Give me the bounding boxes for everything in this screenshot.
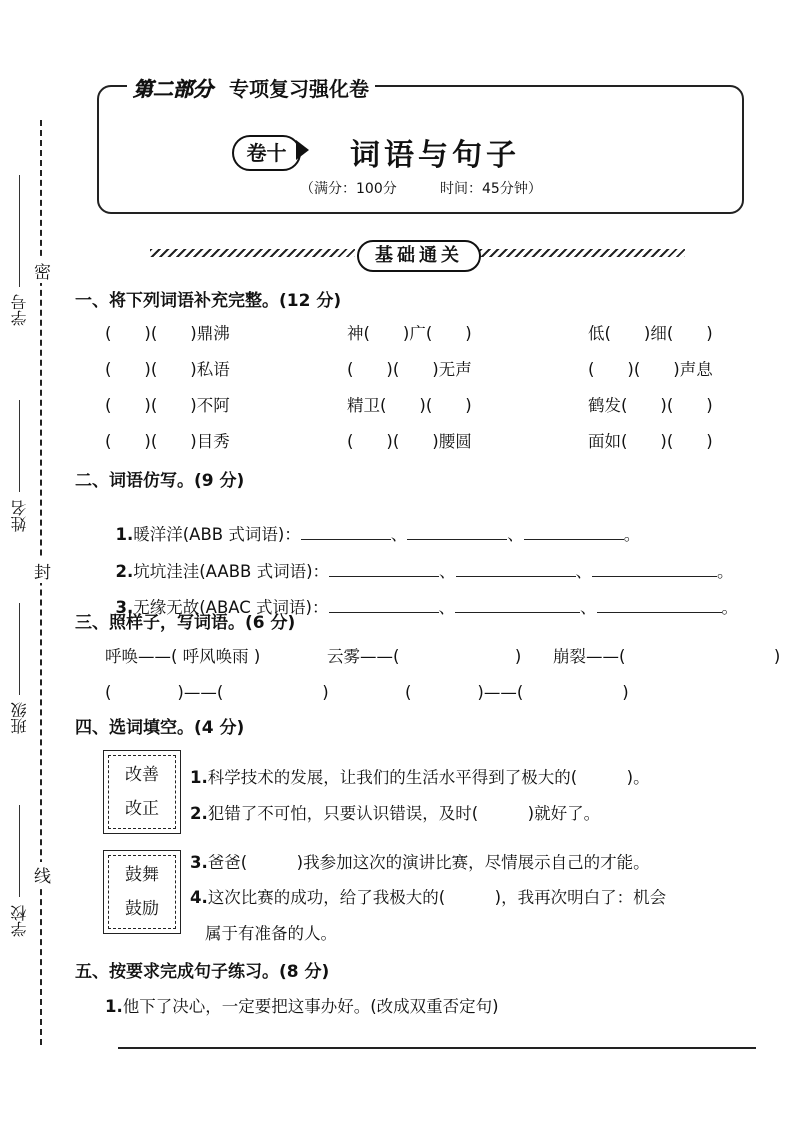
q4-item-3: [190, 849, 650, 873]
question-5-title: 五、按要求完成句子练习。(8 分): [75, 962, 330, 982]
answer-blank[interactable]: [301, 523, 391, 540]
q4-item-4: [190, 884, 666, 908]
answer-blank[interactable]: [407, 523, 507, 540]
q1-cell: 鹤发( )( ): [588, 396, 713, 415]
answer-blank[interactable]: [455, 596, 580, 613]
separator: 、: [439, 562, 456, 581]
item-number: 2.: [190, 804, 208, 823]
q1-cell: 精卫( )( ): [347, 396, 472, 415]
name-line: [19, 400, 20, 492]
item-number: 1.: [105, 997, 123, 1016]
item-text: 无缘无故(ABAC 式词语)：: [133, 598, 329, 617]
part-subtitle: 专项复习强化卷: [229, 77, 369, 101]
word-option: 改善: [125, 765, 159, 785]
school-line: [19, 805, 20, 897]
volume-arrow-icon: [296, 140, 309, 160]
q1-cell: ( )( )私语: [105, 360, 230, 379]
word-option: 改正: [125, 799, 159, 819]
q3-item: 云雾——( ): [327, 647, 522, 666]
item-number: 2.: [115, 562, 134, 581]
question-3-title: 三、照样子，写词语。(6 分): [75, 613, 296, 633]
q3-item: 崩裂——( ): [553, 647, 781, 666]
q1-cell: 神( )广( ): [347, 324, 472, 343]
item-text: 暖洋洋(ABB 式词语)：: [133, 525, 301, 544]
q3-item: ( )——( ): [405, 683, 629, 702]
time-info: 时间：45分钟）: [440, 181, 542, 197]
item-text: 犯错了不可怕，只要认识错误，及时( )就好了。: [207, 804, 601, 823]
separator: 、: [580, 598, 597, 617]
item-text: 科学技术的发展，让我们的生活水平得到了极大的( )。: [207, 768, 650, 787]
seal-char-feng: 封: [34, 558, 51, 583]
item-number: 1.: [115, 525, 134, 544]
item-number: 3.: [190, 853, 208, 872]
item-number: 1.: [190, 768, 208, 787]
answer-blank[interactable]: [524, 523, 624, 540]
q1-cell: ( )( )不阿: [105, 396, 230, 415]
separator: 、: [575, 562, 593, 581]
item-text: 坑坑洼洼(AABB 式词语)：: [133, 562, 330, 581]
answer-blank[interactable]: [597, 596, 722, 613]
word-choice-box-1: [103, 750, 181, 834]
banner-stripe-left: [150, 249, 355, 257]
q1-cell: 面如( )( ): [588, 432, 713, 451]
seal-char-xian: 线: [34, 862, 51, 887]
question-2-title: 二、词语仿写。(9 分): [75, 471, 245, 491]
section-badge: 基础通关: [357, 240, 481, 272]
end-mark: 。: [717, 562, 734, 581]
item-number: 3.: [115, 598, 134, 617]
question-4-title: 四、选词填空。(4 分): [75, 718, 245, 738]
part-banner: [127, 73, 375, 102]
q4-item-1: [190, 764, 650, 788]
q4-item-4-cont: 属于有准备的人。: [205, 924, 337, 943]
q1-cell: ( )( )目秀: [105, 432, 230, 451]
name-label: 姓名: [10, 500, 29, 532]
word-choice-box-2: [103, 850, 181, 934]
q4-item-2: [190, 800, 600, 824]
seal-char-mi: 密: [34, 258, 51, 283]
item-text: 这次比赛的成功，给了我极大的( )，我再次明白了：机会: [207, 888, 667, 907]
end-mark: 。: [623, 525, 641, 544]
separator: 、: [507, 525, 524, 544]
student-id-line: [19, 175, 20, 287]
class-line: [19, 603, 20, 695]
separator: 、: [390, 525, 408, 544]
q5-item-1: [105, 993, 499, 1017]
student-id-label: 学号: [10, 294, 29, 326]
q1-cell: ( )( )腰圆: [347, 432, 472, 451]
school-label: 学校: [10, 905, 29, 937]
class-label: 班级: [10, 702, 29, 734]
end-mark: 。: [721, 598, 738, 617]
q1-cell: ( )( )无声: [347, 360, 472, 379]
q3-item: ( )——( ): [105, 683, 329, 702]
word-option: 鼓励: [125, 899, 159, 919]
part-label: 第二部分: [133, 77, 213, 101]
question-1-title: 一、将下列词语补充完整。(12 分): [75, 291, 342, 311]
q1-cell: ( )( )声息: [588, 360, 713, 379]
word-option: 鼓舞: [125, 865, 159, 885]
q1-cell: 低( )细( ): [588, 324, 713, 343]
item-number: 4.: [190, 888, 208, 907]
separator: 、: [438, 598, 455, 617]
page-title: 词语与句子: [350, 138, 520, 173]
q1-cell: ( )( )鼎沸: [105, 324, 230, 343]
bottom-rule: [118, 1047, 756, 1049]
banner-stripe-right: [480, 249, 685, 257]
q3-example: 呼唤——( 呼风唤雨 ): [105, 647, 261, 666]
item-text: 爸爸( )我参加这次的演讲比赛，尽情展示自己的才能。: [207, 853, 650, 872]
volume-badge: 卷十: [232, 135, 301, 171]
score-info: （满分：100分: [300, 181, 397, 197]
answer-blank[interactable]: [329, 596, 439, 613]
item-text: 他下了决心，一定要把这事办好。(改成双重否定句): [122, 997, 499, 1016]
